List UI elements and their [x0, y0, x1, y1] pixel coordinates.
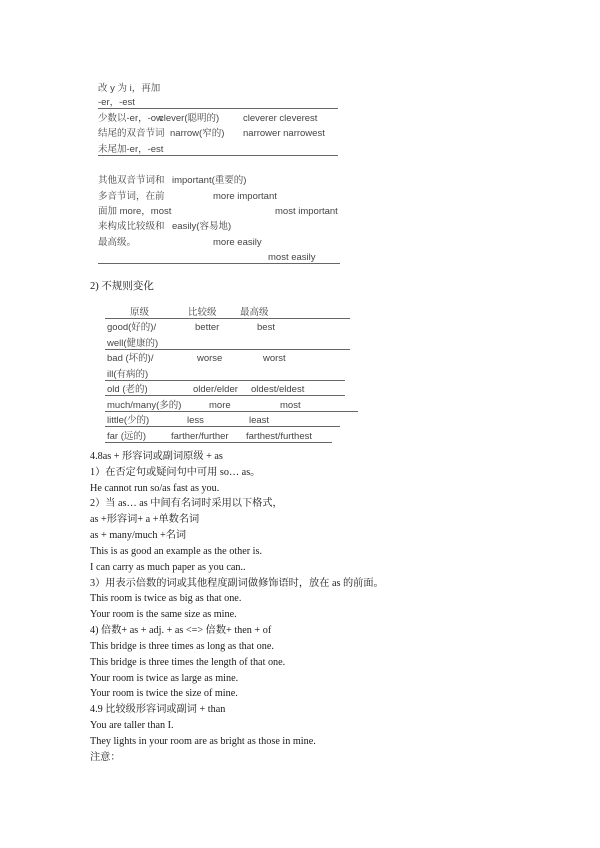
superlative-cell: farthest/furthest [246, 431, 313, 442]
regular-line [98, 144, 338, 156]
example-sentence: Your room is the same size as mine. [90, 609, 237, 621]
regular-line [98, 237, 338, 248]
comparative-cell: less [187, 415, 204, 426]
regular-line [98, 97, 338, 109]
superlative-form: most easily [268, 252, 316, 263]
example-forms: narrower narrowest [243, 128, 325, 139]
table-header [105, 307, 350, 319]
superlative-cell: worst [263, 353, 286, 364]
rule-text: 多音节词，在前 [98, 191, 165, 202]
superlative-cell: best [257, 322, 275, 333]
comparative-form: more easily [213, 237, 262, 248]
positive-cell: ill(有病的) [107, 369, 149, 380]
text-line: 3）用表示倍数的词或其他程度副词做修饰语时，放在 as 的前面。 [90, 577, 384, 589]
formula-line: as + many/much +名词 [90, 530, 187, 542]
example-forms: cleverer cleverest [243, 113, 318, 124]
example-word: narrow(窄的) [170, 128, 225, 139]
regular-line [98, 221, 338, 232]
rule-text: 改 y 为 i，再加 [98, 83, 161, 94]
example-sentence: This is as good an example as the other is. [90, 545, 263, 557]
example-word: easily(容易地) [172, 221, 232, 232]
rule-text: 面加 more，most [98, 206, 172, 217]
rule-text: -er，-est [98, 97, 135, 108]
body-text [90, 449, 570, 766]
regular-line [98, 113, 338, 124]
example-word: clever(聪明的) [159, 113, 220, 124]
example-sentence: Your room is twice the size of mine. [90, 688, 238, 700]
positive-cell: much/many(多的) [107, 400, 182, 411]
comparative-cell: better [195, 322, 220, 333]
comparative-form: more important [213, 191, 277, 202]
header-positive: 原级 [130, 307, 150, 318]
superlative-cell: least [249, 415, 270, 426]
example-word: important(重要的) [172, 175, 247, 186]
comparative-cell: worse [197, 353, 223, 364]
table-row [105, 400, 358, 412]
comparative-cell: farther/further [171, 431, 229, 442]
regular-line [98, 175, 338, 186]
rule-text: 最高级。 [98, 237, 137, 248]
positive-cell: well(健康的) [107, 338, 159, 349]
comparative-cell: older/elder [193, 384, 238, 395]
positive-cell: bad (坏的)/ [107, 353, 154, 364]
regular-line [98, 206, 338, 217]
table-row [105, 384, 345, 396]
table-row [105, 338, 350, 350]
table-row [105, 322, 350, 333]
regular-line [98, 252, 340, 264]
rule-text: 未尾加-er，-est [98, 144, 164, 155]
header-comparative: 比较级 [188, 307, 217, 318]
text-line: 1）在否定句或疑问句中可用 so… as。 [90, 466, 261, 478]
example-sentence: He cannot run so/as fast as you. [90, 482, 220, 494]
positive-cell: little(少的) [107, 415, 150, 426]
regular-line [98, 128, 338, 139]
example-sentence: I can carry as much paper as you can.. [90, 561, 246, 573]
superlative-form: most important [275, 206, 338, 217]
section-title-4-8: 4.8as + 形容词或副词原级 + as [90, 451, 223, 462]
header-superlative: 最高级 [240, 307, 269, 318]
text-line: 2）当 as… as 中间有名词时采用以下格式， [90, 498, 283, 510]
example-sentence: You are taller than I. [90, 720, 174, 732]
rule-text: 少数以-er，-ow [98, 113, 163, 124]
note-label: 注意： [90, 751, 121, 763]
positive-cell: good(好的)/ [107, 322, 157, 333]
superlative-cell: most [280, 400, 301, 411]
table-row [105, 415, 340, 427]
section-heading: 2) 不规则变化 [90, 281, 154, 292]
positive-cell: far (远的) [107, 431, 147, 442]
table-row [105, 431, 332, 443]
section-title-4-9: 4.9 比较级形容词或副词 + than [90, 704, 226, 716]
table-row [105, 353, 350, 364]
comparative-cell: more [209, 400, 231, 411]
positive-cell: old (老的) [107, 384, 148, 395]
example-sentence: This bridge is three times the length of that one. [90, 656, 286, 668]
formula-line: as +形容词+ a +单数名词 [90, 514, 200, 526]
formula-line: 4) 倍数+ as + adj. + as <=> 倍数+ then + of [90, 625, 272, 637]
rule-text: 其他双音节词和 [98, 175, 165, 186]
table-row [105, 369, 345, 381]
superlative-cell: oldest/eldest [251, 384, 305, 395]
rule-text: 来构成比较级和 [98, 221, 165, 232]
regular-line [98, 191, 338, 202]
example-sentence: Your room is twice as large as mine. [90, 672, 239, 684]
example-sentence: This room is twice as big as that one. [90, 593, 242, 605]
example-sentence: They lights in your room are as bright as those in mine. [90, 735, 316, 747]
example-sentence: This bridge is three times as long as that one. [90, 640, 274, 652]
regular-line [98, 83, 338, 94]
rule-text: 结尾的双音节词 [98, 128, 165, 139]
